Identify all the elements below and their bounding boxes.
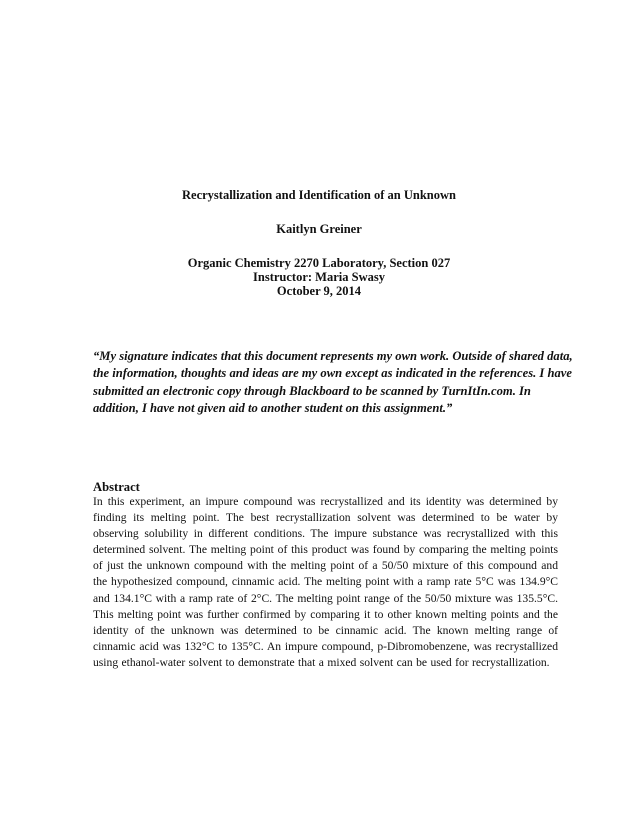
abstract-body: In this experiment, an impure compound was recrystallized and its identity was determined by finding its melting point. The best recrystallization solvent was determined to be water by observing solubility in different conditions. The impure substance was recrystallized with this determined solvent. The melting point of this product was found by comparing the melting points of just the unknown compound with the melting point of a 50/50 mixture of this compound and the hypothesized compound, cinnamic acid. The melting point with a ramp rate 5°C was 134.9°C and 134.1°C with a ramp rate of 2°C. The melting point range of the 50/50 mixture was 135.5°C. This melting point was further confirmed by comparing it to other known melting points and the identity of the unknown was determined to be cinnamic acid. The known melting range of cinnamic acid was 132°C to 135°C. An impure compound, p-Dibromobenzene, was recrystallized using ethanol-water solvent to demonstrate that a mixed solvent can be used for recrystallization. [93,495,558,669]
author-name: Kaitlyn Greiner [276,222,362,236]
document-date: October 9, 2014 [276,284,362,298]
course-info: Organic Chemistry 2270 Laboratory, Section 027 [187,256,451,270]
instructor-info: Instructor: Maria Swasy [253,270,385,284]
abstract-heading: Abstract [93,480,140,494]
document-title: Recrystallization and Identification of an Unknown [182,188,456,202]
honor-pledge: “My signature indicates that this document represents my own work. Outside of shared data, the information, thoughts and ideas are my own except as indicated in the references. I have submitted an electronic copy through Blackboard to be scanned by TurnItIn.com. In addition, I have not given aid to another student on this assignment.” [93,349,573,416]
